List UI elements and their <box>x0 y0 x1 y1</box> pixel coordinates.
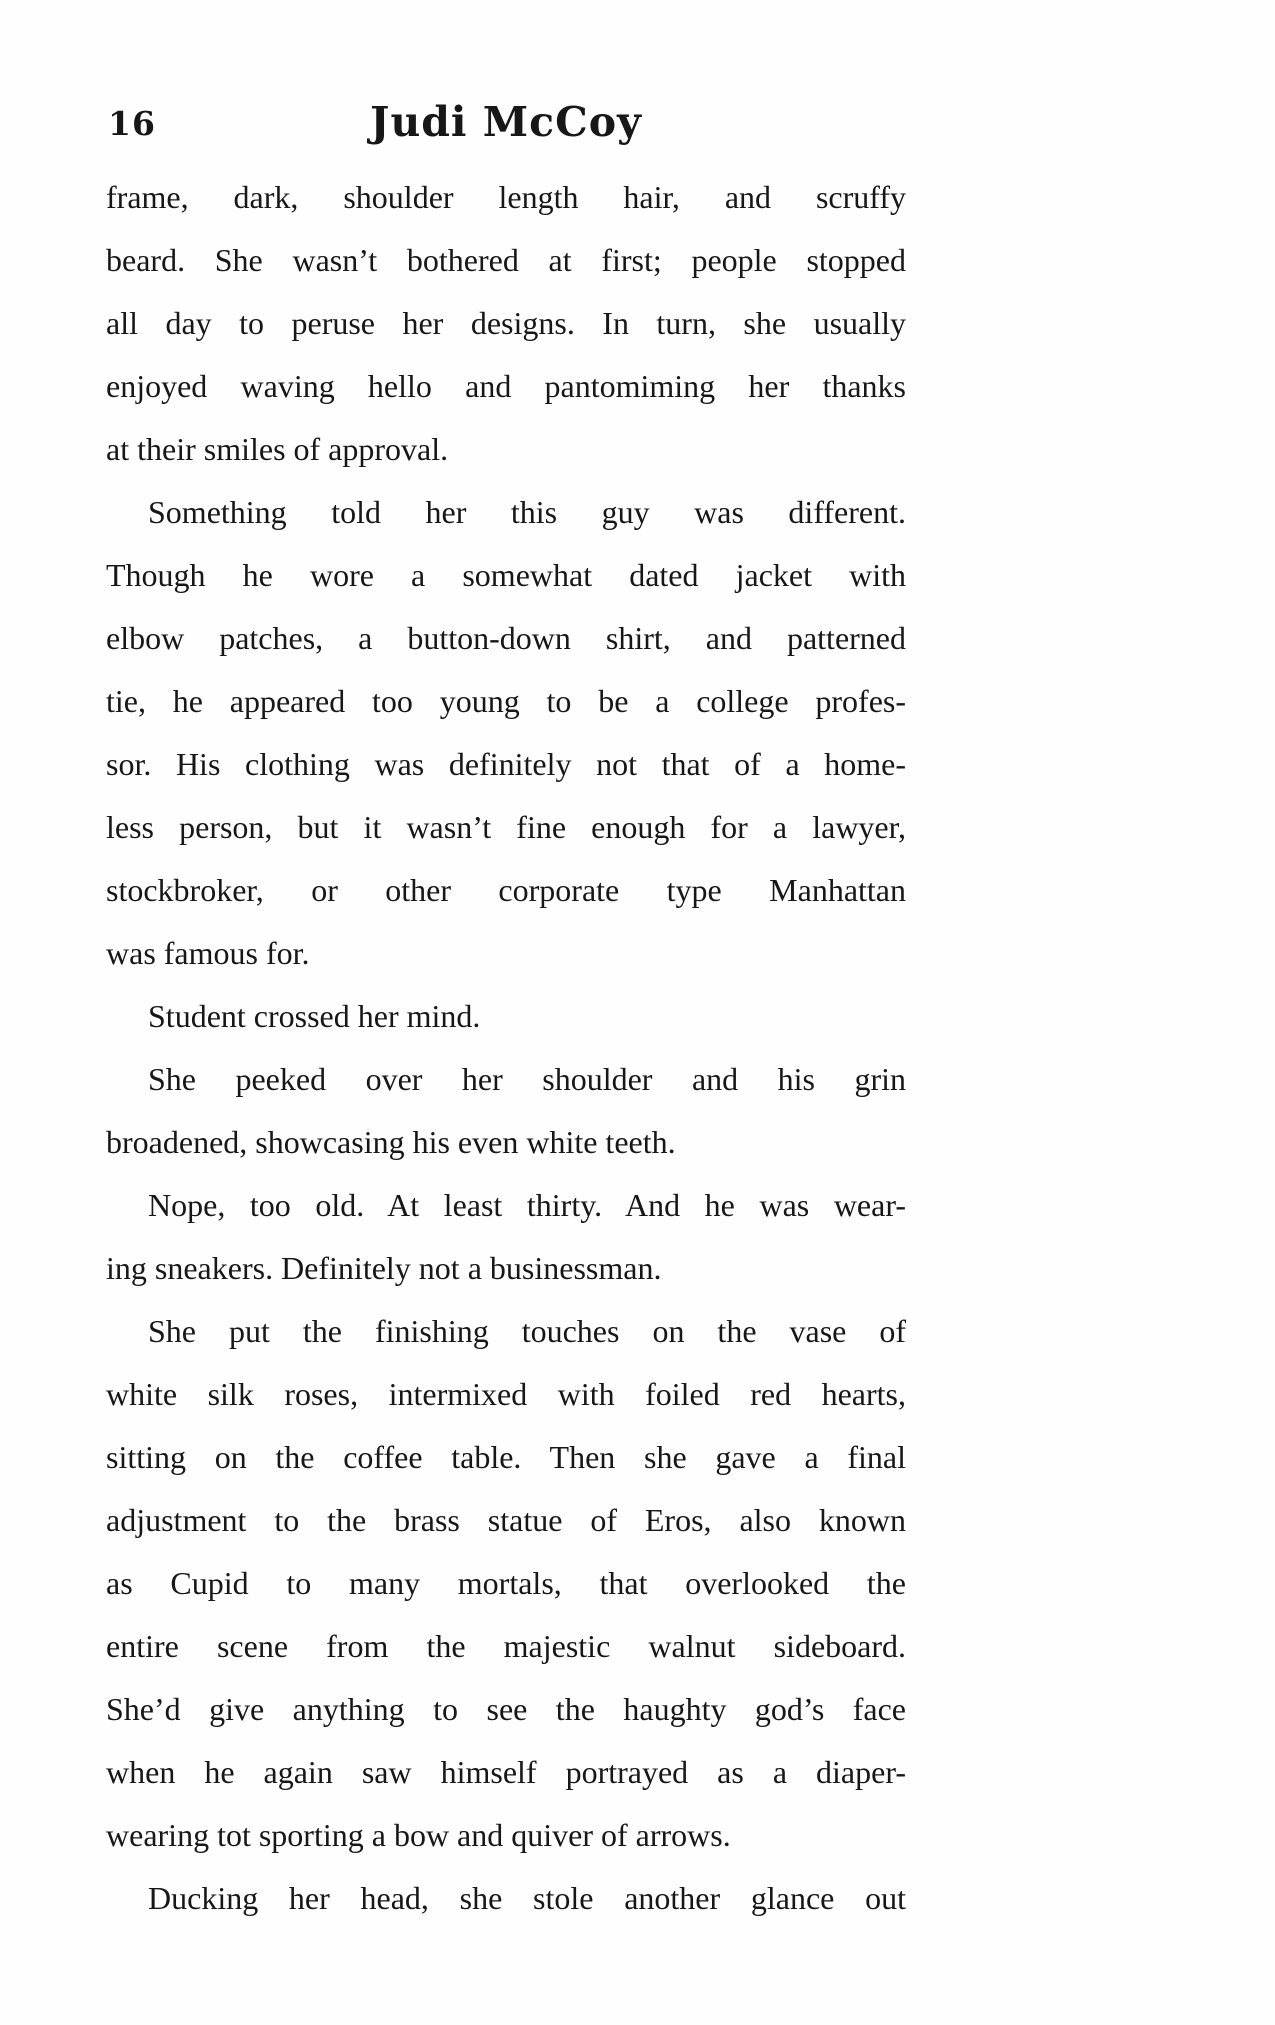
text-line: adjustment to the brass statue of Eros, also known <box>106 1502 906 1538</box>
text-line: as Cupid to many mortals, that overlooked the <box>106 1565 906 1601</box>
text-line: Student crossed her mind. <box>148 998 481 1034</box>
text-line: white silk roses, intermixed with foiled red hearts, <box>106 1376 906 1412</box>
paragraph <box>106 985 906 1048</box>
page-header <box>106 98 906 156</box>
text-line: all day to peruse her designs. In turn, she usually <box>106 305 906 341</box>
text-line: sitting on the coffee table. Then she gave a final <box>106 1439 906 1475</box>
text-line: at their smiles of approval. <box>106 431 449 467</box>
text-line: Ducking her head, she stole another glance out <box>148 1880 906 1916</box>
text-line: stockbroker, or other corporate type Manhattan <box>106 872 906 908</box>
text-line: Nope, too old. At least thirty. And he was wear- <box>148 1187 906 1223</box>
text-line: She put the finishing touches on the vase of <box>148 1313 906 1349</box>
text-line: sor. His clothing was definitely not that of a home- <box>106 746 906 782</box>
body-text <box>106 166 906 1930</box>
page-number: 16 <box>108 104 156 143</box>
text-line: enjoyed waving hello and pantomiming her thanks <box>106 368 906 404</box>
paragraph <box>106 481 906 985</box>
text-line: less person, but it wasn’t fine enough for a lawyer, <box>106 809 906 845</box>
paragraph <box>106 1867 906 1930</box>
paragraph <box>106 1174 906 1300</box>
paragraph <box>106 1048 906 1174</box>
running-header-title: Judi McCoy <box>370 98 642 146</box>
text-line: entire scene from the majestic walnut sideboard. <box>106 1628 906 1664</box>
text-line: elbow patches, a button-down shirt, and patterned <box>106 620 906 656</box>
text-line: She peeked over her shoulder and his grin <box>148 1061 906 1097</box>
text-line: Something told her this guy was different. <box>148 494 906 530</box>
text-line: when he again saw himself portrayed as a diaper- <box>106 1754 906 1790</box>
text-line: broadened, showcasing his even white teeth. <box>106 1124 676 1160</box>
text-line: Though he wore a somewhat dated jacket with <box>106 557 906 593</box>
page-content <box>106 98 906 1930</box>
text-line: frame, dark, shoulder length hair, and scruffy <box>106 179 906 215</box>
text-line: She’d give anything to see the haughty god’s face <box>106 1691 906 1727</box>
text-line: ing sneakers. Definitely not a businessman. <box>106 1250 662 1286</box>
text-line: tie, he appeared too young to be a college profes- <box>106 683 906 719</box>
text-line: wearing tot sporting a bow and quiver of arrows. <box>106 1817 731 1853</box>
paragraph <box>106 166 906 481</box>
text-line: was famous for. <box>106 935 310 971</box>
paragraph <box>106 1300 906 1867</box>
text-line: beard. She wasn’t bothered at first; people stopped <box>106 242 906 278</box>
